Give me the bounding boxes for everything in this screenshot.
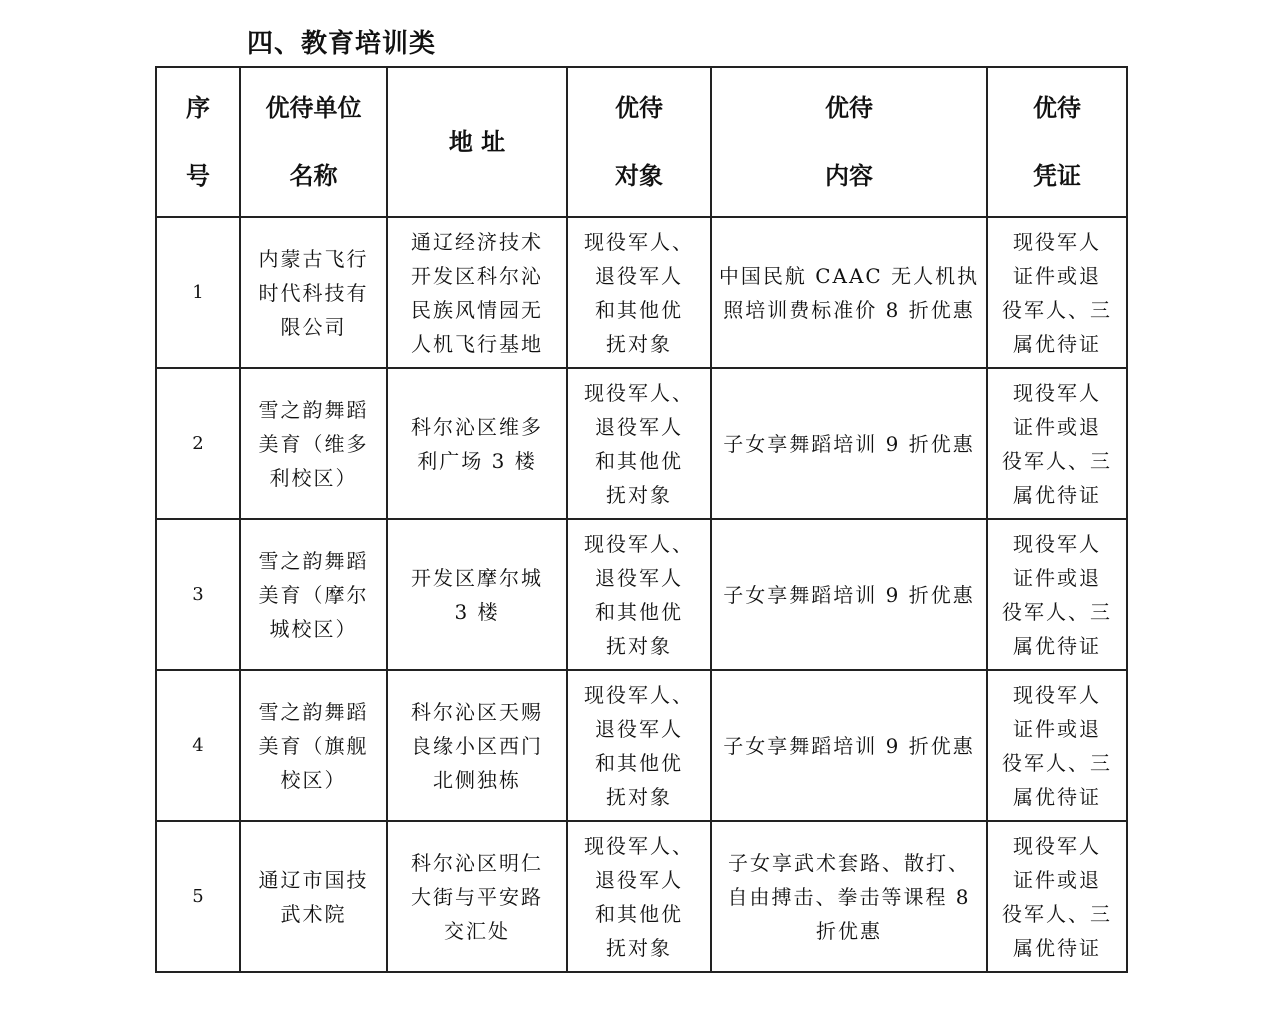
cell-content <box>711 217 987 368</box>
cell-voucher <box>987 217 1127 368</box>
table-row <box>156 821 1127 972</box>
cell-address-text: 科尔沁区维多 利广场 3 楼 <box>411 414 543 473</box>
cell-target-text: 现役军人、 退役军人 和其他优 抚对象 <box>584 229 694 356</box>
header-unit-label: 优待单位 名称 <box>265 94 362 190</box>
cell-unit-text: 雪之韵舞蹈 美育（摩尔 城校区） <box>258 548 369 641</box>
cell-content <box>711 821 987 972</box>
benefits-table <box>155 66 1128 973</box>
cell-seq <box>156 368 240 519</box>
cell-seq-text: 5 <box>192 885 204 907</box>
cell-address <box>387 217 567 368</box>
cell-seq <box>156 821 240 972</box>
cell-content-text: 中国民航 CAAC 无人机执 照培训费标准价 8 折优惠 <box>718 263 980 322</box>
header-unit <box>240 67 387 217</box>
cell-seq-text: 4 <box>192 734 204 756</box>
table-row <box>156 670 1127 821</box>
cell-target <box>567 217 711 368</box>
cell-seq-text: 3 <box>192 583 204 605</box>
header-voucher-label: 优待 凭证 <box>1033 94 1081 190</box>
table-row <box>156 217 1127 368</box>
cell-unit-text: 通辽市国技 武术院 <box>258 867 369 926</box>
cell-voucher-text: 现役军人 证件或退 役军人、三 属优待证 <box>1002 682 1112 809</box>
cell-content-text: 子女享武术套路、散打、 自由搏击、拳击等课程 8 折优惠 <box>727 850 971 943</box>
cell-content-text: 子女享舞蹈培训 9 折优惠 <box>723 733 975 758</box>
cell-target <box>567 670 711 821</box>
cell-target <box>567 821 711 972</box>
cell-seq-text: 2 <box>192 432 204 454</box>
cell-seq <box>156 670 240 821</box>
cell-unit <box>240 217 387 368</box>
cell-voucher <box>987 519 1127 670</box>
cell-address <box>387 368 567 519</box>
cell-seq-text: 1 <box>192 281 204 303</box>
table-row <box>156 368 1127 519</box>
header-seq <box>156 67 240 217</box>
cell-content <box>711 368 987 519</box>
cell-voucher-text: 现役军人 证件或退 役军人、三 属优待证 <box>1002 229 1112 356</box>
header-voucher <box>987 67 1127 217</box>
section-title: 四、教育培训类 <box>247 29 437 59</box>
cell-target <box>567 368 711 519</box>
cell-address <box>387 519 567 670</box>
cell-voucher <box>987 821 1127 972</box>
cell-unit-text: 内蒙古飞行 时代科技有 限公司 <box>258 246 369 339</box>
cell-address <box>387 670 567 821</box>
cell-content <box>711 519 987 670</box>
header-target-label: 优待 对象 <box>615 94 663 190</box>
cell-content <box>711 670 987 821</box>
cell-target-text: 现役军人、 退役军人 和其他优 抚对象 <box>584 380 694 507</box>
header-content <box>711 67 987 217</box>
cell-voucher <box>987 368 1127 519</box>
cell-target-text: 现役军人、 退役军人 和其他优 抚对象 <box>584 833 694 960</box>
cell-unit <box>240 821 387 972</box>
cell-unit <box>240 670 387 821</box>
cell-address-text: 科尔沁区天赐 良缘小区西门 北侧独栋 <box>411 699 543 792</box>
header-target <box>567 67 711 217</box>
cell-address-text: 通辽经济技术 开发区科尔沁 民族风情园无 人机飞行基地 <box>411 229 543 356</box>
cell-content-text: 子女享舞蹈培训 9 折优惠 <box>723 431 975 456</box>
table-header-row <box>156 67 1127 217</box>
cell-target-text: 现役军人、 退役军人 和其他优 抚对象 <box>584 682 694 809</box>
cell-seq <box>156 519 240 670</box>
cell-voucher <box>987 670 1127 821</box>
header-address <box>387 67 567 217</box>
cell-address <box>387 821 567 972</box>
cell-target <box>567 519 711 670</box>
header-address-label: 地 址 <box>448 128 506 156</box>
header-seq-label: 序 号 <box>186 94 210 190</box>
cell-voucher-text: 现役军人 证件或退 役军人、三 属优待证 <box>1002 833 1112 960</box>
cell-address-text: 科尔沁区明仁 大街与平安路 交汇处 <box>411 850 543 943</box>
header-content-label: 优待 内容 <box>825 94 873 190</box>
cell-unit-text: 雪之韵舞蹈 美育（维多 利校区） <box>258 397 369 490</box>
cell-voucher-text: 现役军人 证件或退 役军人、三 属优待证 <box>1002 531 1112 658</box>
cell-unit <box>240 368 387 519</box>
cell-target-text: 现役军人、 退役军人 和其他优 抚对象 <box>584 531 694 658</box>
cell-content-text: 子女享舞蹈培训 9 折优惠 <box>723 582 975 607</box>
cell-unit <box>240 519 387 670</box>
cell-unit-text: 雪之韵舞蹈 美育（旗舰 校区） <box>258 699 369 792</box>
cell-seq <box>156 217 240 368</box>
cell-voucher-text: 现役军人 证件或退 役军人、三 属优待证 <box>1002 380 1112 507</box>
cell-address-text: 开发区摩尔城 3 楼 <box>411 565 543 624</box>
table-row <box>156 519 1127 670</box>
